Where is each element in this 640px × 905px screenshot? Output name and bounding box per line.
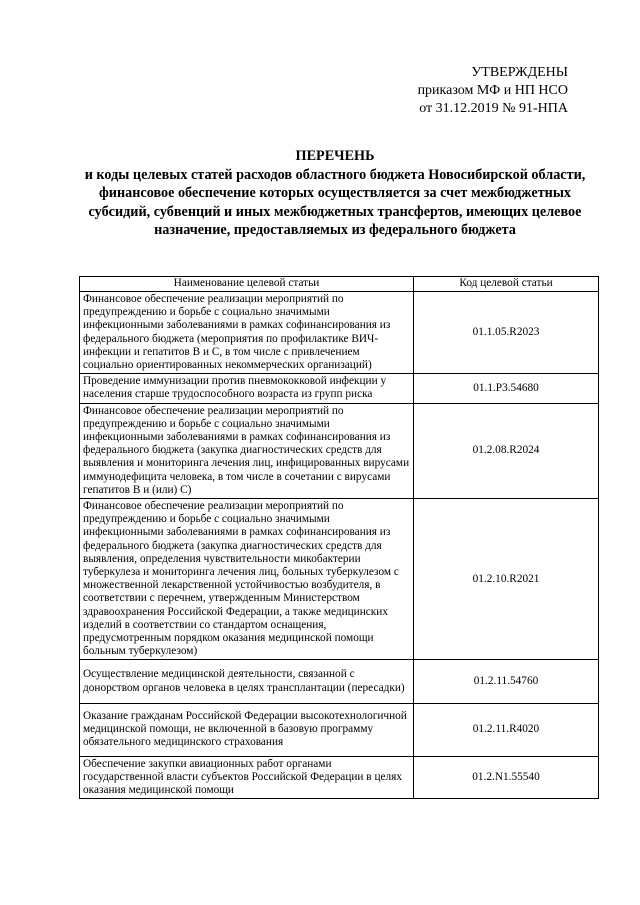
approval-line-2: приказом МФ и НП НСО [417, 83, 568, 98]
table-row [80, 374, 599, 403]
article-name: Проведение иммунизации против пневмококковой инфекции у населения старше трудоспособного возраста из групп риска [80, 374, 414, 403]
approval-stamp [418, 64, 568, 118]
approval-line-3: от 31.12.2019 № 91-НПА [419, 101, 568, 116]
article-code: 01.2.11.R4020 [414, 703, 599, 756]
title-line-1: и коды целевых статей расходов областного бюджета Новосибирской области, [84, 166, 586, 183]
article-code: 01.2.08.R2024 [414, 403, 599, 498]
table-row [80, 403, 599, 498]
column-header-name: Наименование целевой статьи [80, 277, 414, 292]
column-header-code: Код целевой статьи [414, 277, 599, 292]
article-code: 01.2.N1.55540 [414, 756, 599, 799]
table-row [80, 499, 599, 660]
title-line-2: финансовое обеспечение которых осуществляется за счет межбюджетных [98, 185, 572, 202]
table-row [80, 756, 599, 799]
document-title [60, 147, 610, 240]
table-row [80, 703, 599, 756]
article-code: 01.1.05.R2023 [414, 292, 599, 374]
title-line-4: назначение, предоставляемых из федерального бюджета [154, 222, 516, 239]
table-row [80, 292, 599, 374]
article-name: Финансовое обеспечение реализации мероприятий по предупреждению и борьбе с социально значимыми инфекционными заболеваниями в рамках софинансирования из федерального бюджета (мероприятия по профилактике ВИЧ-инфекции и гепатитов B и C, в том числе с привлечением социально ориентированных некоммерческих организаций) [80, 292, 414, 374]
target-articles-table [79, 276, 599, 799]
table-row [80, 660, 599, 703]
article-name: Финансовое обеспечение реализации мероприятий по предупреждению и борьбе с социально значимыми инфекционными заболеваниями в рамках софинансирования из федерального бюджета (закупка диагностических средств для выявления и мониторинга лечения лиц, инфицированных вирусами иммунодефицита человека, в том числе в сочетании с вирусами гепатитов B и (или) C) [80, 403, 414, 498]
title-line-3: субсидий, субвенций и иных межбюджетных трансфертов, имеющих целевое [88, 203, 582, 220]
table-header-row [80, 277, 599, 292]
article-name: Финансовое обеспечение реализации мероприятий по предупреждению и борьбе с социально значимыми инфекционными заболеваниями в рамках софинансирования из федерального бюджета (закупка диагностических средств для выявления, определения чувствительности микобактерии туберкулеза и мониторинга лечения лиц, больных туберкулезом с множественной лекарственной устойчивостью возбудителя, в соответствии с перечнем, утвержденным Министерством здравоохранения Российской Федерации, а также медицинских изделий в соответствии со стандартом оснащения, предусмотренным порядком оказания медицинской помощи больным туберкулезом) [80, 499, 414, 660]
approval-line-1: УТВЕРЖДЕНЫ [471, 65, 568, 80]
article-code: 01.2.11.54760 [414, 660, 599, 703]
article-name: Обеспечение закупки авиационных работ органами государственной власти субъектов Российской Федерации в целях оказания медицинской помощи [80, 756, 414, 799]
article-name: Осуществление медицинской деятельности, связанной с донорством органов человека в целях трансплантации (пересадки) [80, 660, 414, 703]
article-name: Оказание гражданам Российской Федерации высокотехнологичной медицинской помощи, не включенной в базовую программу обязательного медицинского страхования [80, 703, 414, 756]
article-code: 01.1.P3.54680 [414, 374, 599, 403]
article-code: 01.2.10.R2021 [414, 499, 599, 660]
title-heading: ПЕРЕЧЕНЬ [295, 148, 375, 164]
